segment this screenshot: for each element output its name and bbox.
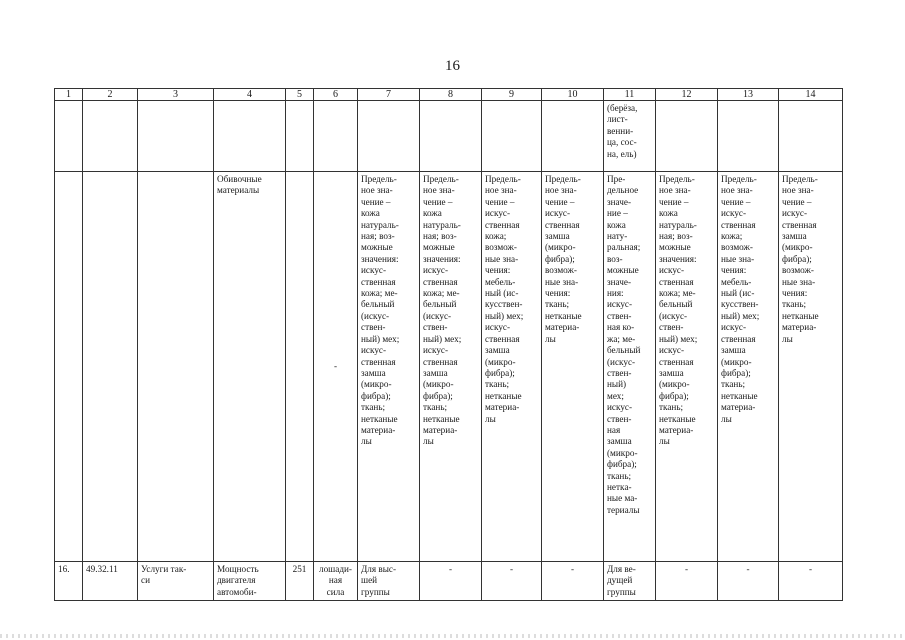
table-row xyxy=(55,562,843,601)
table-cell: Для ве- дущей группы xyxy=(604,562,656,601)
table-cell xyxy=(138,172,214,562)
table-cell: - xyxy=(420,562,482,601)
header-cell: 14 xyxy=(779,89,843,101)
table-cell xyxy=(286,101,314,172)
table-cell: Обивочные материалы xyxy=(214,172,286,562)
header-cell: 7 xyxy=(358,89,420,101)
page-number: 16 xyxy=(445,58,460,74)
table-cell: Предель- ное зна- чение – кожа натураль- ная; воз- можные значения: искус- ственная кожа; ме- бельный (искус- ствен- ный) мех; искус- ственная замша (микро- фибра); ткань; нетканые материа- лы xyxy=(420,172,482,562)
table-cell: 251 xyxy=(286,562,314,601)
table-cell xyxy=(482,101,542,172)
scan-edge-artifact xyxy=(0,634,905,638)
table-cell xyxy=(542,101,604,172)
table-cell: 16. xyxy=(55,562,83,601)
header-cell: 13 xyxy=(718,89,779,101)
header-cell: 4 xyxy=(214,89,286,101)
table-cell: - xyxy=(314,172,358,562)
header-cell: 3 xyxy=(138,89,214,101)
table-cell: Предель- ное зна- чение – кожа натураль- ная; воз- можные значения: искус- ственная кожа; ме- бельный (искус- ствен- ный) мех; искус- ственная замша (микро- фибра); ткань; нетканые материа- лы xyxy=(656,172,718,562)
table-cell: Предель- ное зна- чение – искус- ственная замша (микро- фибра); возмож- ные зна- чения: ткань; нетканые материа- лы xyxy=(779,172,843,562)
header-cell: 8 xyxy=(420,89,482,101)
table-cell xyxy=(358,101,420,172)
table-cell xyxy=(138,101,214,172)
table-cell: - xyxy=(482,562,542,601)
table-cell: (берёза, лист- венни- ца, сос- на, ель) xyxy=(604,101,656,172)
header-cell: 12 xyxy=(656,89,718,101)
header-cell: 11 xyxy=(604,89,656,101)
table-cell xyxy=(779,101,843,172)
characteristics-table xyxy=(54,88,843,601)
table-cell: Мощность двигателя автомоби- xyxy=(214,562,286,601)
table-cell xyxy=(55,101,83,172)
table-cell xyxy=(83,101,138,172)
table-cell xyxy=(420,101,482,172)
table-cell: - xyxy=(718,562,779,601)
header-cell: 9 xyxy=(482,89,542,101)
table-cell: Предель- ное зна- чение – искус- ственная замша (микро- фибра); возмож- ные зна- чения: ткань; нетканые материа- лы xyxy=(542,172,604,562)
table-cell: лошади- ная сила xyxy=(314,562,358,601)
header-cell: 2 xyxy=(83,89,138,101)
table-cell: Предель- ное зна- чение – искус- ственная кожа; возмож- ные зна- чения: мебель- ный (ис- кусствен- ный) мех; искус- ственная замша (микро- фибра); ткань; нетканые материа- лы xyxy=(718,172,779,562)
table-cell xyxy=(314,101,358,172)
table-cell: - xyxy=(779,562,843,601)
header-cell: 6 xyxy=(314,89,358,101)
table-cell xyxy=(718,101,779,172)
header-row xyxy=(55,89,843,101)
table-row xyxy=(55,101,843,172)
table-cell: Услуги так- си xyxy=(138,562,214,601)
table-cell: - xyxy=(542,562,604,601)
table-cell xyxy=(286,172,314,562)
header-cell: 5 xyxy=(286,89,314,101)
header-cell: 1 xyxy=(55,89,83,101)
table-cell: Для выс- шей группы xyxy=(358,562,420,601)
table-cell: Пре- дельное значе- ние – кожа нату- ральная; воз- можные значе- ния: искус- ствен- ная ко- жа; ме- бельный (искус- ствен- ный) мех; искус- ствен- ная замша (микро- фибра); ткань; неткa- ные ма- териалы xyxy=(604,172,656,562)
table-cell xyxy=(83,172,138,562)
table-cell: Предель- ное зна- чение – кожа натураль- ная; воз- можные значения: искус- ственная кожа; ме- бельный (искус- ствен- ный) мех; искус- ственная замша (микро- фибра); ткань; нетканые материа- лы xyxy=(358,172,420,562)
header-cell: 10 xyxy=(542,89,604,101)
table-row xyxy=(55,172,843,562)
table-cell: - xyxy=(656,562,718,601)
table-cell xyxy=(55,172,83,562)
table-cell: 49.32.11 xyxy=(83,562,138,601)
table-cell: Предель- ное зна- чение – искус- ственная кожа; возмож- ные зна- чения: мебель- ный (ис- кусствен- ный) мех; искус- ственная замша (микро- фибра); ткань; нетканые материа- лы xyxy=(482,172,542,562)
table-cell xyxy=(656,101,718,172)
table-cell xyxy=(214,101,286,172)
